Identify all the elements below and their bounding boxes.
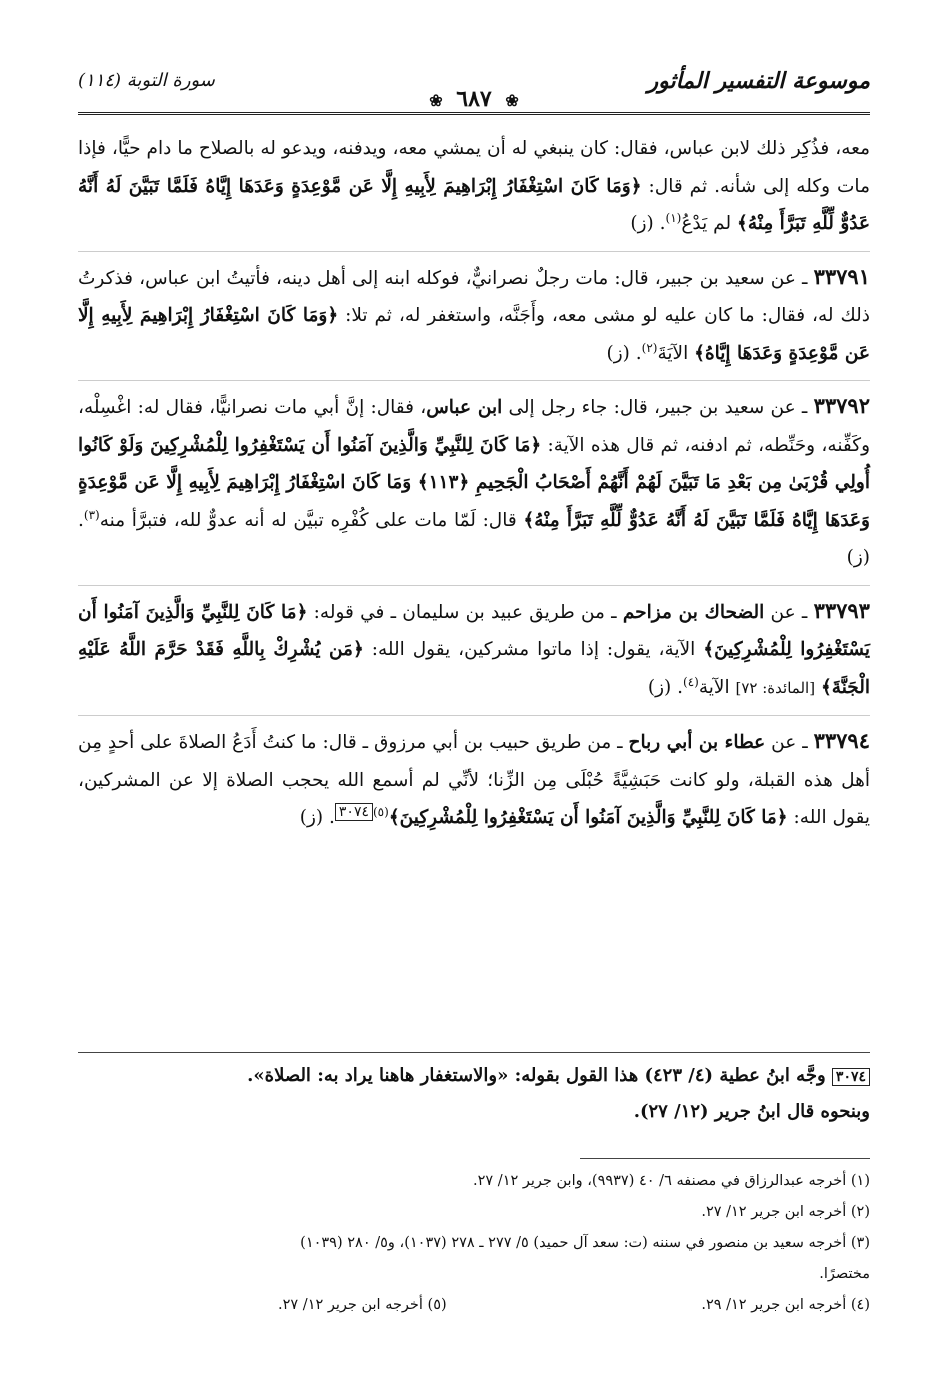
paragraph-text: الآيَةَ: [657, 342, 689, 364]
paragraph-text: لم يَدْعُ: [681, 213, 732, 234]
footnote: (٥) أخرجه ابن جرير ١٢/ ٢٧.: [278, 1297, 447, 1313]
source-code: . (ز): [606, 342, 642, 364]
footnote-ref[interactable]: (١): [665, 210, 682, 225]
footnotes-rule: [580, 1158, 870, 1159]
main-text: [78, 130, 870, 837]
page-number: ٦٨٧: [456, 86, 492, 112]
quran-verse: ﴿مَن يُشْرِكْ بِاللَّهِ فَقَدْ حَرَّمَ اللَّهُ عَلَيْهِ الْجَنَّةَ﴾: [78, 639, 870, 698]
paragraph-text: الآية، يقول: إذا ماتوا مشركين، يقول الله:: [371, 639, 696, 660]
footnote: (٢) أخرجه ابن جرير ١٢/ ٢٧.: [701, 1204, 870, 1220]
narrator-name: الضحاك بن مزاحم: [622, 601, 765, 623]
footnote-ref[interactable]: (٢): [641, 340, 658, 355]
narrator-name: عطاء بن أبي رباح: [628, 732, 766, 753]
footnote: (٣) أخرجه سعيد بن منصور في سننه (ت: سعد آل حميد) ٥/ ٢٧٧ ـ ٢٧٨ (١٠٣٧)، و٥/ ٢٨٠ (١٠٣٩): [300, 1235, 870, 1251]
commentary-note: [78, 1058, 870, 1130]
footnote: (١) أخرجه عبدالرزاق في مصنفه ٦/ ٤٠ (٩٩٣٧)، وابن جرير ١٢/ ٢٧.: [473, 1173, 870, 1189]
commentary-note-number: ٣٠٧٤: [832, 1068, 870, 1086]
footnote-ref[interactable]: (٤): [683, 674, 699, 689]
commentary-text: وجَّه ابنُ عطية (٤/ ٤٢٣) هذا القول بقوله: «والاستغفار هاهنا يراد به: الصلاة».: [247, 1065, 826, 1086]
commentary-line: [78, 1058, 870, 1094]
footnote-row: [78, 1290, 870, 1321]
quran-verse: ﴿مَا كَانَ لِلنَّبِيِّ وَالَّذِينَ آمَنُوا أَن يَسْتَغْفِرُوا لِلْمُشْرِكِينَ﴾: [388, 807, 788, 828]
narration-paragraph: [78, 585, 870, 708]
commentary-note-ref[interactable]: ٣٠٧٤: [335, 803, 373, 821]
narration-paragraph: [78, 380, 870, 577]
paragraph-text: ، فقال: إنَّ أبي مات نصرانيًّا، فقال له: اغْسِلْه، وكَفِّنه، وحَنِّطه، ثم ادفنه، ثم قال هذه الآية:: [78, 397, 871, 456]
narration-number: ٣٣٧٩١: [813, 263, 870, 289]
page-header: [78, 62, 870, 112]
source-code: . (ز): [647, 676, 684, 698]
footnote-ref[interactable]: (٥): [372, 804, 389, 819]
paragraph-text: معه، فذُكِر ذلك لابن عباس، فقال: كان ينبغي له أن يمشي معه، ويدفنه، ويدعو له بالصلاح ما دام حيًّا، فإذا مات وكله إلى شأنه. ثم قال:: [78, 138, 870, 197]
ornament-icon: ❀: [505, 91, 519, 110]
footnote: (٤) أخرجه ابن جرير ١٢/ ٢٩.: [701, 1297, 870, 1313]
paragraph-text: ـ عن: [770, 601, 808, 623]
footnote-continuation: مختصرًا.: [819, 1266, 870, 1282]
narration-number: ٣٣٧٩٣: [813, 597, 870, 623]
surah-name: سورة التوبة (١١٤): [78, 70, 215, 91]
narration-paragraph: [78, 251, 870, 373]
paragraph-text: ـ عن سعيد بن جبير، قال: مات رجلٌ نصرانيٌّ، فوكله ابنه إلى أهل دينه، فأتيتُ ابن عباس، فذكرتُ ذلك له، فقال: ما كان عليه لو مشى معه، وأَجَنَّه، واستغفر له، ثم تلا:: [78, 267, 870, 326]
footnote-ref[interactable]: (٣): [83, 507, 100, 522]
book-title: موسوعة التفسير المأثور: [647, 68, 870, 94]
footnotes: [78, 1166, 870, 1321]
commentary-rule: [78, 1052, 870, 1053]
source-code: . (ز): [78, 509, 870, 568]
paragraph-text: ـ عن: [771, 732, 808, 753]
surah-reference: [المائدة: ٧٢]: [735, 678, 816, 697]
ornament-icon: ❀: [429, 91, 443, 110]
page-number-line: [423, 86, 525, 112]
paragraph-text: ـ عن سعيد بن جبير، قال: جاء رجل إلى: [508, 397, 808, 418]
header-rule: [78, 112, 870, 115]
narration-number: ٣٣٧٩٤: [813, 728, 870, 753]
quran-verse: ﴿وَمَا كَانَ اسْتِغْفَارُ إِبْرَاهِيمَ لِأَبِيهِ إِلَّا عَن مَّوْعِدَةٍ وَعَدَهَا إِيَّاهُ فَلَمَّا تَبَيَّنَ لَهُ أَنَّهُ عَدُوٌّ لِّلَّهِ تَبَرَّأَ مِنْهُ﴾: [78, 175, 870, 234]
narration-number: ٣٣٧٩٢: [813, 393, 870, 418]
quran-verse: ﴿وَمَا كَانَ اسْتِغْفَارُ إِبْرَاهِيمَ لِأَبِيهِ إِلَّا عَن مَّوْعِدَةٍ وَعَدَهَا إِيَّاهُ﴾: [78, 305, 870, 364]
narration-paragraph: [78, 715, 870, 837]
commentary-line: [78, 1094, 870, 1130]
source-code: . (ز): [299, 807, 335, 828]
narrator-name: ابن عباس: [426, 397, 503, 418]
commentary-text: وبنحوه قال ابنُ جرير (١٢/ ٢٧).: [633, 1101, 870, 1122]
paragraph-text: الآية: [698, 676, 730, 698]
paragraph-text: ـ من طريق عبيد بن سليمان ـ في قوله:: [313, 601, 617, 623]
paragraph-text: ـ من طريق حبيب بن أبي مرزوق ـ قال: ما كنتُ أَدَعُ الصلاةَ على أحدٍ مِن أهل هذه القبلة، ولو كانت حَبَشِيَّةً حُبْلَى مِن الزِّنا؛ لأنِّي لم أسمع الله يحجب الصلاة إلا عن المشركين، يقول الله:: [78, 732, 870, 828]
quran-verse: ﴿مَا كَانَ لِلنَّبِيِّ وَالَّذِينَ آمَنُوا أَن يَسْتَغْفِرُوا لِلْمُشْرِكِينَ﴾: [78, 601, 870, 660]
paragraph-text: قال: لَمّا مات على كُفْرِه تبيَّن له أنه عدوٌّ لله، فتبرَّأ منه: [99, 509, 517, 531]
paragraph-continuation: [78, 130, 870, 243]
source-code: . (ز): [630, 213, 666, 234]
quran-verse: ﴿مَا كَانَ لِلنَّبِيِّ وَالَّذِينَ آمَنُوا أَن يَسْتَغْفِرُوا لِلْمُشْرِكِينَ وَلَوْ كَانُوا أُولِي قُرْبَىٰ مِن بَعْدِ مَا تَبَيَّنَ لَهُمْ أَنَّهُمْ أَصْحَابُ الْجَحِيمِ ﴿١١٣﴾ وَمَا كَانَ اسْتِغْفَارُ إِبْرَاهِيمَ لِأَبِيهِ إِلَّا عَن مَّوْعِدَةٍ وَعَدَهَا إِيَّاهُ فَلَمَّا تَبَيَّنَ لَهُ أَنَّهُ عَدُوٌّ لِّلَّهِ تَبَرَّأَ مِنْهُ﴾: [78, 434, 870, 531]
